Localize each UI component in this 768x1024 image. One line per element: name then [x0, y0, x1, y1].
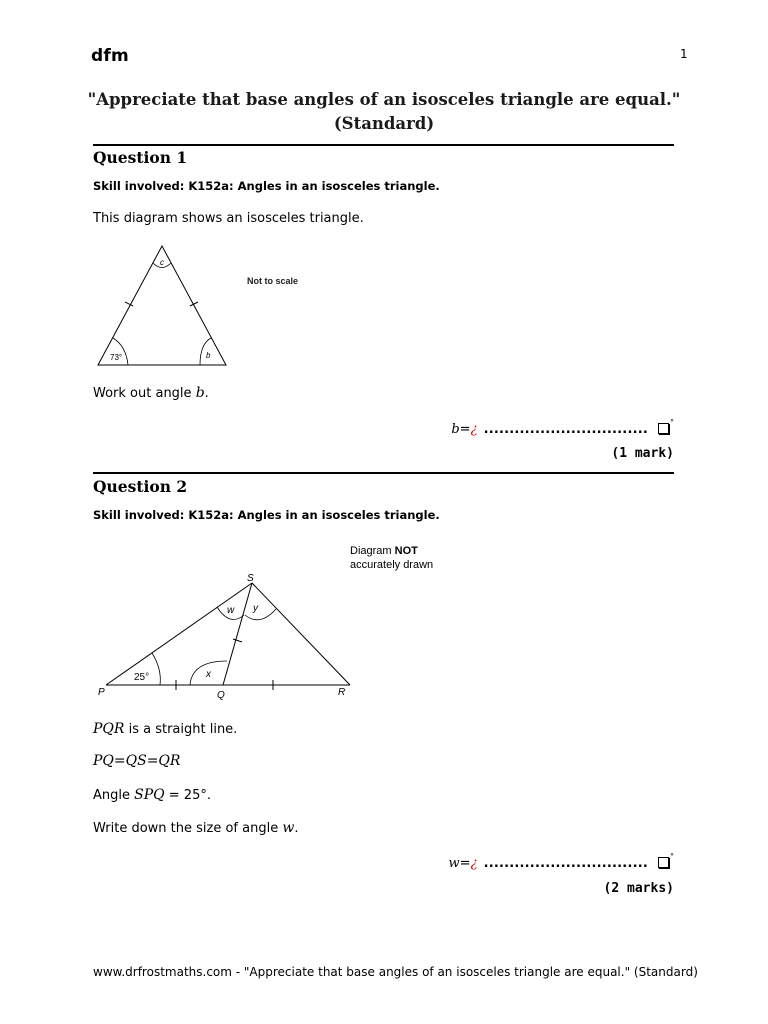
- answer-variable: b: [451, 422, 460, 437]
- angle-label-x: x: [206, 669, 211, 680]
- degree-symbol: °: [670, 418, 674, 427]
- line-3-suffix: = 25°.: [164, 788, 211, 803]
- answer-blank[interactable]: ................................: [483, 422, 648, 437]
- line-1-variable: PQR: [93, 721, 125, 737]
- prompt-variable: b: [195, 385, 205, 401]
- title-line-1: "Appreciate that base angles of an isosceles triangle are equal.": [87, 90, 681, 109]
- vertex-label-R: R: [338, 687, 346, 698]
- question-2-line-3: [93, 787, 211, 803]
- question-2-diagram: [90, 535, 460, 707]
- angle-label-25: 25°: [134, 672, 150, 683]
- vertex-label-S: S: [247, 573, 254, 584]
- answer-placeholder: ¿: [470, 422, 478, 437]
- prompt-text: Work out angle: [93, 386, 196, 401]
- answer-placeholder: ¿: [470, 856, 478, 871]
- question-2-answer-line: [449, 852, 674, 871]
- question-2-line-1: [93, 721, 237, 737]
- answer-variable: w: [448, 856, 460, 871]
- not-to-scale-note: Not to scale: [247, 276, 299, 286]
- apex-label-c: c: [160, 258, 164, 267]
- divider-2: [93, 472, 674, 474]
- answer-checkbox[interactable]: [658, 423, 669, 434]
- vertex-label-Q: Q: [217, 690, 225, 701]
- question-1-diagram: [90, 240, 330, 370]
- page-footer: www.drfrostmaths.com - "Appreciate that base angles of an isosceles triangle are equal." (Standard): [93, 965, 698, 979]
- question-1-marks: (1 mark): [611, 446, 674, 461]
- title-line-2: (Standard): [333, 114, 435, 133]
- line-3-variable: SPQ: [134, 787, 165, 803]
- diagram-note-prefix: Diagram: [350, 545, 395, 557]
- right-angle-label-b: b: [206, 351, 211, 360]
- question-1-prompt: [93, 385, 209, 401]
- line-3-prefix: Angle: [93, 788, 135, 803]
- angle-label-y: y: [253, 603, 258, 614]
- angle-arc-y: [245, 609, 276, 620]
- prompt-text: Write down the size of angle: [93, 821, 283, 836]
- degree-symbol: °: [670, 852, 674, 861]
- line-SQ: [223, 583, 252, 685]
- question-2-heading: Question 2: [93, 477, 188, 496]
- question-1-intro: This diagram shows an isosceles triangle.: [93, 211, 364, 226]
- diagram-note-line-2: accurately drawn: [350, 559, 434, 571]
- diagram-note-bold: NOT: [394, 545, 418, 557]
- prompt-end: .: [294, 821, 299, 836]
- line-SR: [252, 583, 350, 685]
- answer-equals: =: [459, 856, 471, 871]
- question-2-skill: Skill involved: K152a: Angles in an isosceles triangle.: [93, 508, 440, 522]
- left-angle-label: 73°: [110, 353, 123, 362]
- question-2-marks: (2 marks): [603, 881, 674, 896]
- question-1-heading: Question 1: [93, 148, 188, 167]
- question-1-answer-line: [451, 418, 674, 437]
- line-1-text: is a straight line.: [124, 722, 238, 737]
- question-2-line-2: PQ=QS=QR: [93, 753, 181, 769]
- answer-equals: =: [459, 422, 471, 437]
- prompt-end: .: [204, 386, 209, 401]
- angle-label-w: w: [227, 605, 235, 616]
- page-number: 1: [680, 47, 688, 61]
- answer-checkbox[interactable]: [658, 857, 669, 868]
- tick-QS: [233, 639, 242, 642]
- divider-1: [93, 144, 674, 146]
- vertex-label-P: P: [98, 687, 105, 698]
- angle-arc-P: [152, 653, 160, 685]
- question-2-prompt: [93, 820, 298, 836]
- dfm-logo: dfm: [91, 46, 129, 66]
- page-title: [84, 88, 684, 136]
- line-PS: [106, 583, 252, 685]
- diagram-note-line-1: [350, 545, 418, 557]
- prompt-variable: w: [282, 820, 295, 836]
- answer-blank[interactable]: ................................: [483, 856, 648, 871]
- question-1-skill: Skill involved: K152a: Angles in an isosceles triangle.: [93, 179, 440, 193]
